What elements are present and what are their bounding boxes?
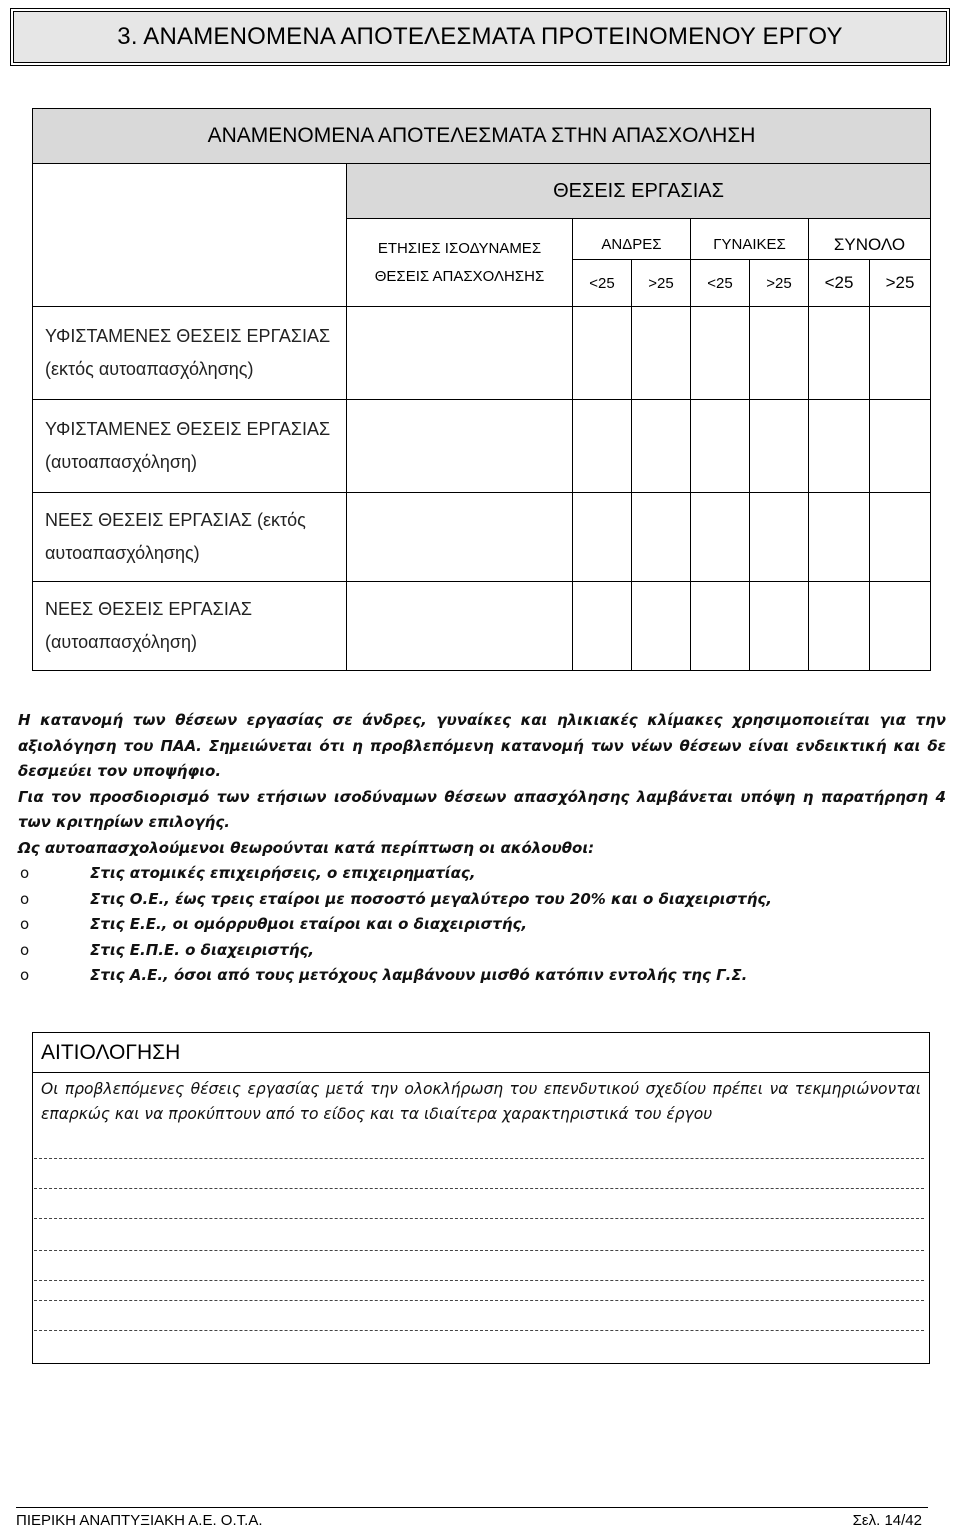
justification-box	[32, 1032, 930, 1364]
list-item	[18, 963, 946, 989]
row-cell[interactable]	[870, 582, 931, 671]
bullet-icon: o	[20, 915, 30, 933]
self-employed-list	[18, 861, 946, 989]
row-cell[interactable]	[632, 493, 691, 582]
row-cell[interactable]	[573, 400, 632, 493]
note-self-employed-intro: Ως αυτοαπασχολούμενοι θεωρούνται κατά περίπτωση οι ακόλουθοι:	[18, 838, 595, 857]
total-age-under: <25	[809, 260, 870, 307]
women-age-over: >25	[750, 260, 809, 307]
justification-text: Οι προβλεπόμενες θέσεις εργασίας μετά την ολοκλήρωση του επενδυτικού σχεδίου πρέπει να τεκμηριώνονται επαρκώς και να προκύπτουν από το είδος και τα ιδιαίτερα χαρακτηριστικά του έργου	[41, 1080, 921, 1123]
men-age-over: >25	[632, 260, 691, 307]
list-item-text: Στις Ε.Ε., οι ομόρρυθμοι εταίροι και ο διαχειριστής,	[90, 915, 528, 933]
header-blank-cell	[33, 164, 347, 307]
row-cell[interactable]	[632, 400, 691, 493]
bullet-icon: o	[20, 940, 30, 959]
row-cell[interactable]	[573, 582, 632, 671]
row-cell[interactable]	[691, 493, 750, 582]
justification-title: ΑΙΤΙΟΛΟΓΗΣΗ	[33, 1033, 929, 1073]
row-cell[interactable]	[750, 307, 809, 400]
writing-line[interactable]	[34, 1158, 924, 1159]
table-row	[33, 582, 931, 671]
col-men: ΑΝΔΡΕΣ	[573, 219, 691, 260]
writing-line[interactable]	[34, 1330, 924, 1331]
row-cell[interactable]	[691, 582, 750, 671]
row-cell[interactable]	[870, 493, 931, 582]
bullet-icon: o	[20, 966, 30, 984]
row-label	[33, 307, 347, 400]
row-label-line1: ΝΕΕΣ ΘΕΣΕΙΣ ΕΡΓΑΣΙΑΣ (εκτός	[45, 510, 306, 530]
total-age-over: >25	[870, 260, 931, 307]
employment-results-table	[32, 108, 931, 671]
row-cell[interactable]	[691, 400, 750, 493]
row-label	[33, 582, 347, 671]
row-cell[interactable]	[632, 582, 691, 671]
row-cell[interactable]	[870, 307, 931, 400]
group-header: ΘΕΣΕΙΣ ΕΡΓΑΣΙΑΣ	[347, 164, 931, 219]
col-women: ΓΥΝΑΙΚΕΣ	[691, 219, 809, 260]
row-cell[interactable]	[750, 582, 809, 671]
list-item	[18, 912, 946, 938]
row-label-line1: ΥΦΙΣΤΑΜΕΝΕΣ ΘΕΣΕΙΣ ΕΡΓΑΣΙΑΣ	[45, 419, 331, 439]
row-cell[interactable]	[809, 582, 870, 671]
table-title: ΑΝΑΜΕΝΟΜΕΝΑ ΑΠΟΤΕΛΕΣΜΑΤΑ ΣΤΗΝ ΑΠΑΣΧΟΛΗΣΗ	[33, 109, 931, 164]
list-item	[18, 938, 946, 964]
list-item-text: Στις ατομικές επιχειρήσεις, ο επιχειρηματίας,	[90, 864, 476, 882]
row-cell[interactable]	[870, 400, 931, 493]
row-label	[33, 400, 347, 493]
writing-line[interactable]	[34, 1300, 924, 1301]
table-row	[33, 400, 931, 493]
col-annual-equivalent	[347, 219, 573, 307]
row-label-line1: ΝΕΕΣ ΘΕΣΕΙΣ ΕΡΓΑΣΙΑΣ	[45, 599, 252, 619]
row-cell-annual[interactable]	[347, 493, 573, 582]
women-age-under: <25	[691, 260, 750, 307]
table-row	[33, 493, 931, 582]
writing-line[interactable]	[34, 1218, 924, 1219]
row-cell[interactable]	[632, 307, 691, 400]
row-cell[interactable]	[809, 493, 870, 582]
row-label-line2: (αυτοαπασχόληση)	[45, 452, 197, 472]
col-annual-line1: ΕΤΗΣΙΕΣ ΙΣΟΔΥΝΑΜΕΣ	[377, 239, 542, 257]
row-label	[33, 493, 347, 582]
col-total: ΣΥΝΟΛΟ	[809, 219, 931, 260]
list-item	[18, 887, 946, 913]
notes	[18, 708, 946, 989]
row-cell[interactable]	[750, 400, 809, 493]
col-annual-line2: ΘΕΣΕΙΣ ΑΠΑΣΧΟΛΗΣΗΣ	[374, 267, 545, 285]
row-cell[interactable]	[809, 400, 870, 493]
footer-organization: ΠΙΕΡΙΚΗ ΑΝΑΠΤΥΞΙΑΚΗ Α.Ε. Ο.Τ.Α.	[16, 1512, 263, 1529]
row-cell-annual[interactable]	[347, 400, 573, 493]
writing-line[interactable]	[34, 1250, 924, 1251]
list-item-text: Στις Ο.Ε., έως τρεις εταίροι με ποσοστό μεγαλύτερο του 20% και ο διαχειριστής,	[90, 889, 773, 908]
men-age-under: <25	[573, 260, 632, 307]
row-cell-annual[interactable]	[347, 307, 573, 400]
row-label-line2: (εκτός αυτοαπασχόλησης)	[45, 359, 254, 379]
note-annual-equivalent: Για τον προσδιορισμό των ετήσιων ισοδύναμων θέσεων απασχόλησης λαμβάνεται υπόψη η παρατήρηση 4 των κριτηρίων επιλογής.	[18, 787, 946, 831]
bullet-icon: o	[20, 864, 30, 882]
row-label-line2: (αυτοαπασχόληση)	[45, 632, 197, 652]
row-cell[interactable]	[573, 493, 632, 582]
footer-divider	[16, 1507, 928, 1508]
list-item	[18, 861, 946, 887]
row-cell[interactable]	[809, 307, 870, 400]
row-cell[interactable]	[573, 307, 632, 400]
row-cell-annual[interactable]	[347, 582, 573, 671]
list-item-text: Στις Ε.Π.Ε. ο διαχειριστής,	[90, 940, 315, 959]
footer-page-number: Σελ. 14/42	[852, 1512, 922, 1529]
section-title: 3. ΑΝΑΜΕΝΟΜΕΝΑ ΑΠΟΤΕΛΕΣΜΑΤΑ ΠΡΟΤΕΙΝΟΜΕΝΟΥ ΕΡΓΟΥ	[10, 8, 950, 66]
row-cell[interactable]	[750, 493, 809, 582]
list-item-text: Στις Α.Ε., όσοι από τους μετόχους λαμβάνουν μισθό κατόπιν εντολής της Γ.Σ.	[90, 966, 748, 984]
note-distribution: Η κατανομή των θέσεων εργασίας σε άνδρες, γυναίκες και ηλικιακές κλίμακες χρησιμοποιείται για την αξιολόγηση του ΠΑΑ. Σημειώνεται ότι η προβλεπόμενη κατανομή των νέων θέσεων είναι ενδεικτική και δε δεσμεύει τον υποψήφιο.	[18, 711, 946, 780]
table-row	[33, 307, 931, 400]
row-cell[interactable]	[691, 307, 750, 400]
writing-line[interactable]	[34, 1188, 924, 1189]
row-label-line1: ΥΦΙΣΤΑΜΕΝΕΣ ΘΕΣΕΙΣ ΕΡΓΑΣΙΑΣ	[45, 326, 331, 346]
row-label-line2: αυτοαπασχόλησης)	[45, 543, 200, 563]
bullet-icon: o	[20, 889, 30, 908]
writing-line[interactable]	[34, 1280, 924, 1281]
